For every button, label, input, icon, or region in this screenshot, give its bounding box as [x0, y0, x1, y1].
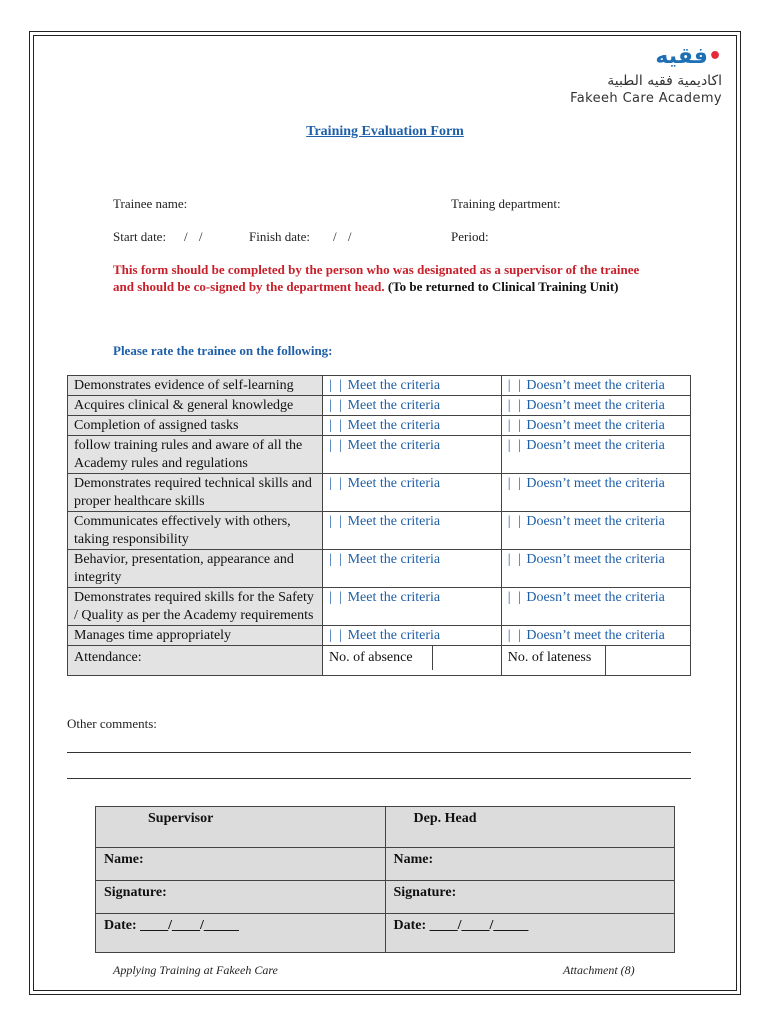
- not-meet-criteria-option[interactable]: [501, 436, 690, 474]
- table-row: [68, 550, 691, 588]
- start-date-label: Start date:: [113, 229, 167, 244]
- period-label: Period:: [451, 229, 489, 244]
- checkbox-bars[interactable]: | |: [329, 438, 345, 453]
- checkbox-bars[interactable]: | |: [507, 476, 523, 491]
- not-meet-label: Doesn’t meet the criteria: [526, 552, 665, 567]
- checkbox-bars[interactable]: | |: [329, 590, 345, 605]
- logo-english-name: Fakeeh Care Academy: [570, 91, 722, 106]
- meet-criteria-option[interactable]: [323, 512, 502, 550]
- not-meet-label: Doesn’t meet the criteria: [526, 378, 665, 393]
- form-title: Training Evaluation Form: [306, 124, 464, 139]
- meet-label: Meet the criteria: [347, 552, 441, 567]
- supervisor-signature-field[interactable]: Signature:: [96, 881, 386, 914]
- dep-head-heading: Dep. Head: [385, 807, 675, 848]
- criterion-label: Communicates effectively with others, taking responsibility: [68, 512, 323, 550]
- meet-criteria-option[interactable]: [323, 626, 502, 646]
- not-meet-criteria-option[interactable]: [501, 512, 690, 550]
- lateness-label: No. of lateness: [501, 646, 605, 676]
- evaluation-table: [67, 375, 691, 676]
- table-row: [68, 474, 691, 512]
- dep-head-date-field[interactable]: Date: ____/____/_____: [385, 914, 675, 953]
- meet-criteria-option[interactable]: [323, 396, 502, 416]
- footer-right: Attachment (8): [563, 963, 635, 977]
- attendance-label: Attendance:: [68, 646, 323, 676]
- table-row: [68, 626, 691, 646]
- criterion-label: follow training rules and aware of all the Academy rules and regulations: [68, 436, 323, 474]
- logo-mark: فقيه•: [655, 44, 722, 69]
- checkbox-bars[interactable]: | |: [329, 552, 345, 567]
- not-meet-label: Doesn’t meet the criteria: [526, 514, 665, 529]
- not-meet-label: Doesn’t meet the criteria: [526, 438, 665, 453]
- lateness-input[interactable]: [606, 646, 691, 676]
- meet-label: Meet the criteria: [347, 438, 441, 453]
- signature-table: [95, 806, 675, 953]
- academy-logo: [542, 44, 722, 106]
- checkbox-bars[interactable]: | |: [329, 378, 345, 393]
- meet-label: Meet the criteria: [347, 476, 441, 491]
- meet-criteria-option[interactable]: [323, 550, 502, 588]
- checkbox-bars[interactable]: | |: [507, 418, 523, 433]
- meet-criteria-option[interactable]: [323, 416, 502, 436]
- training-department-label: Training department:: [451, 196, 561, 211]
- checkbox-bars[interactable]: | |: [507, 628, 523, 643]
- not-meet-label: Doesn’t meet the criteria: [526, 398, 665, 413]
- meet-label: Meet the criteria: [347, 628, 441, 643]
- instruction-return-note: (To be returned to Clinical Training Unit): [387, 279, 619, 294]
- checkbox-bars[interactable]: | |: [329, 418, 345, 433]
- meet-criteria-option[interactable]: [323, 474, 502, 512]
- checkbox-bars[interactable]: | |: [507, 438, 523, 453]
- meet-label: Meet the criteria: [347, 378, 441, 393]
- criterion-label: Completion of assigned tasks: [68, 416, 323, 436]
- meet-criteria-option[interactable]: [323, 436, 502, 474]
- criterion-label: Demonstrates required technical skills and proper healthcare skills: [68, 474, 323, 512]
- not-meet-criteria-option[interactable]: [501, 626, 690, 646]
- supervisor-heading: Supervisor: [96, 807, 386, 848]
- supervisor-date-field[interactable]: Date: ____/____/_____: [96, 914, 386, 953]
- meet-label: Meet the criteria: [347, 590, 441, 605]
- table-row: [68, 512, 691, 550]
- table-row: [68, 416, 691, 436]
- checkbox-bars[interactable]: | |: [507, 514, 523, 529]
- checkbox-bars[interactable]: | |: [507, 398, 523, 413]
- checkbox-bars[interactable]: | |: [329, 476, 345, 491]
- rating-prompt: Please rate the trainee on the following:: [113, 343, 333, 358]
- table-row: [68, 396, 691, 416]
- logo-arabic-name: اكاديمية فقيه الطبية: [607, 73, 722, 89]
- not-meet-criteria-option[interactable]: [501, 396, 690, 416]
- not-meet-criteria-option[interactable]: [501, 474, 690, 512]
- table-row: [68, 588, 691, 626]
- table-row: [68, 376, 691, 396]
- criterion-label: Behavior, presentation, appearance and integrity: [68, 550, 323, 588]
- finish-date-slashes: / /: [333, 229, 356, 244]
- meet-criteria-option[interactable]: [323, 376, 502, 396]
- checkbox-bars[interactable]: | |: [329, 398, 345, 413]
- absence-input[interactable]: [432, 646, 501, 670]
- not-meet-label: Doesn’t meet the criteria: [526, 590, 665, 605]
- meet-criteria-option[interactable]: [323, 588, 502, 626]
- criterion-label: Manages time appropriately: [68, 626, 323, 646]
- absence-cell: [323, 646, 502, 676]
- other-comments-label: Other comments:: [67, 716, 157, 731]
- not-meet-label: Doesn’t meet the criteria: [526, 476, 665, 491]
- trainee-name-label: Trainee name:: [113, 196, 188, 211]
- not-meet-criteria-option[interactable]: [501, 376, 690, 396]
- checkbox-bars[interactable]: | |: [507, 552, 523, 567]
- attendance-row: [68, 646, 691, 676]
- comment-line[interactable]: [67, 752, 691, 753]
- meet-label: Meet the criteria: [347, 514, 441, 529]
- checkbox-bars[interactable]: | |: [507, 378, 523, 393]
- not-meet-criteria-option[interactable]: [501, 550, 690, 588]
- absence-label: No. of absence: [323, 646, 432, 670]
- checkbox-bars[interactable]: | |: [507, 590, 523, 605]
- not-meet-criteria-option[interactable]: [501, 416, 690, 436]
- not-meet-label: Doesn’t meet the criteria: [526, 418, 665, 433]
- checkbox-bars[interactable]: | |: [329, 514, 345, 529]
- comment-line[interactable]: [67, 778, 691, 779]
- supervisor-name-field[interactable]: Name:: [96, 848, 386, 881]
- finish-date-label: Finish date:: [249, 229, 311, 244]
- dep-head-name-field[interactable]: Name:: [385, 848, 675, 881]
- criterion-label: Demonstrates evidence of self-learning: [68, 376, 323, 396]
- not-meet-label: Doesn’t meet the criteria: [526, 628, 665, 643]
- criterion-label: Acquires clinical & general knowledge: [68, 396, 323, 416]
- instruction-red: This form should be completed by the person who was designated as a supervisor of the trainee and should be co-signed by the department head.: [113, 262, 640, 294]
- table-row: [68, 436, 691, 474]
- criterion-label: Demonstrates required skills for the Safety / Quality as per the Academy requirements: [68, 588, 323, 626]
- instruction-text: [113, 261, 653, 295]
- footer-left: Applying Training at Fakeeh Care: [113, 963, 278, 977]
- not-meet-criteria-option[interactable]: [501, 588, 690, 626]
- start-date-slashes: / /: [184, 229, 207, 244]
- meet-label: Meet the criteria: [347, 418, 441, 433]
- meet-label: Meet the criteria: [347, 398, 441, 413]
- checkbox-bars[interactable]: | |: [329, 628, 345, 643]
- dep-head-signature-field[interactable]: Signature:: [385, 881, 675, 914]
